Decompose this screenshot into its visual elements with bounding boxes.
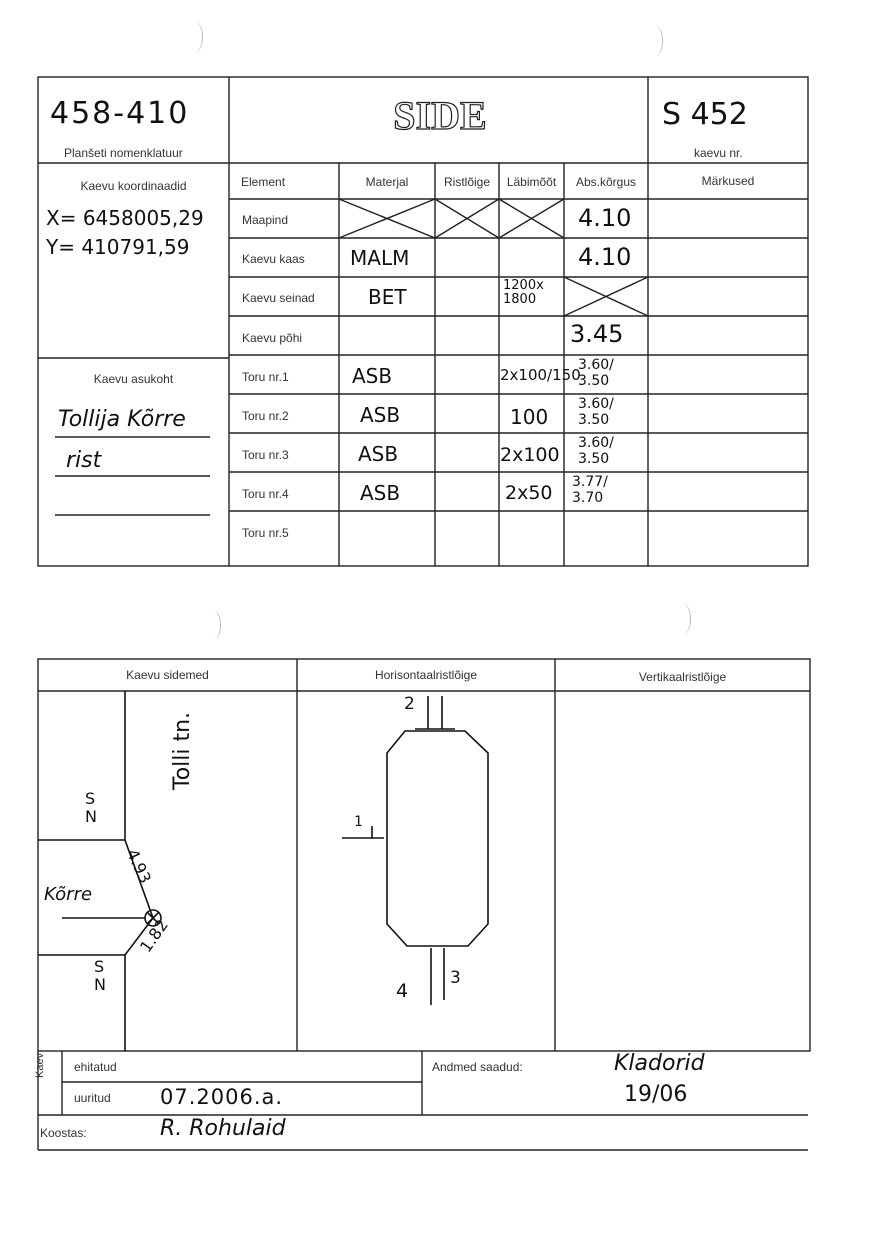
nomenclature-value: 458-410 [50,96,190,131]
pipe-number: 1 [354,814,363,830]
side-street-label: Kõrre [44,884,93,905]
header-elevation: Abs.kõrgus [575,175,637,189]
built-label: ehitatud [74,1060,117,1074]
coord-y: Y= 410791,59 [46,235,190,259]
row-elevation: 3.60/ 3.50 [578,435,614,467]
surveyed-label: uuritud [74,1091,111,1105]
coords-label: Kaevu koordinaadid [80,179,187,193]
location-label: Kaevu asukoht [93,372,174,386]
row-elevation: 4.10 [578,204,632,232]
row-element: Toru nr.3 [242,448,289,462]
street-label: Tolli tn. [170,711,195,790]
row-elevation: 4.10 [578,243,632,271]
row-element: Toru nr.5 [242,526,289,540]
row-element: Toru nr.2 [242,409,289,423]
vertical-section-label: Vertikaalristlõige [638,670,727,684]
row-elevation: 3.60/ 3.50 [578,396,614,428]
row-material: MALM [350,246,410,270]
manhole-number-label: kaevu nr. [694,146,743,160]
pipe-number: 2 [404,694,415,714]
horizontal-section-sketch [342,696,488,1005]
compiled-label: Koostas: [40,1126,87,1140]
row-material: ASB [360,403,401,427]
data-from-value-line2: 19/06 [624,1082,688,1107]
row-material: ASB [352,364,393,388]
row-element: Kaevu seinad [242,291,315,305]
row-diameter: 100 [510,405,549,429]
distance-label: 1.82 [136,915,172,956]
row-material: BET [368,285,407,309]
nomenclature-label: Planšeti nomenklatuur [64,146,183,160]
pipe-number: 4 [396,980,409,1002]
north-arrow-2: S N [94,957,106,994]
north-arrow-1: S N [85,789,97,826]
row-diameter: 2x50 [505,482,553,504]
row-element: Toru nr.4 [242,487,289,501]
side-label: Kaev [34,1052,46,1078]
row-elevation: 3.60/ 3.50 [578,357,614,389]
row-diameter: 2x100 [500,444,560,466]
compiled-value: R. Rohulaid [160,1116,286,1141]
row-elevation: 3.45 [570,320,624,348]
location-value-line2: rist [66,448,102,473]
connections-label: Kaevu sidemed [126,668,209,682]
location-value-line1: Tollija Kõrre [58,407,186,432]
header-material: Materjal [365,175,409,189]
row-diameter: 1200x 1800 [503,278,544,307]
header-notes: Märkused [701,174,755,188]
row-material: ASB [360,481,401,505]
surveyed-value: 07.2006.a. [160,1085,284,1109]
data-from-value-line1: Kladorid [614,1051,705,1076]
data-from-label: Andmed saadud: [432,1060,523,1074]
manhole-number: S 452 [662,97,748,132]
pipe-number: 3 [450,968,461,988]
header-diameter: Läbimõõt [506,175,557,189]
header-cross-section: Ristlõige [443,175,491,189]
horizontal-section-label: Horisontaalristlõige [374,668,478,682]
row-element: Maapind [242,213,289,227]
row-element: Kaevu põhi [242,331,303,345]
coord-x: X= 6458005,29 [46,206,204,230]
row-diameter: 2x100/150 [500,366,581,384]
row-material: ASB [358,442,399,466]
header-element: Element [241,175,286,189]
system-title: SIDE [393,93,487,138]
row-elevation: 3.77/ 3.70 [572,474,608,506]
row-element: Toru nr.1 [242,370,289,384]
distance-label: 4.93 [122,846,156,887]
row-element: Kaevu kaas [242,252,305,266]
